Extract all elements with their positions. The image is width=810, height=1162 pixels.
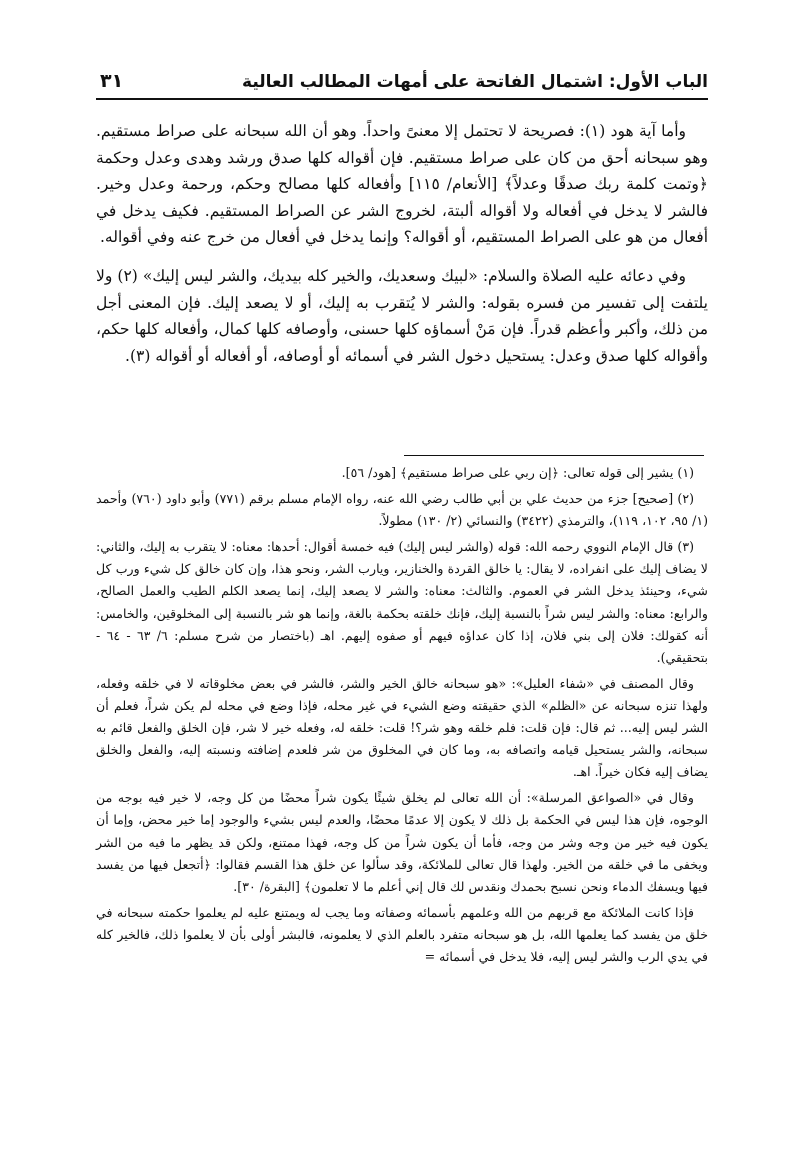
header-rule [96,98,708,100]
footnotes [96,462,708,972]
chapter-title: الباب الأول: اشتمال الفاتحة على أمهات المطالب العالية [242,72,708,92]
footnote: (١) يشير إلى قوله تعالى: ﴿إن ربي على صراط مستقيم﴾ [هود/ ٥٦]. [341,465,694,480]
footnote-continuation: وقال في «الصواعق المرسلة»: أن الله تعالى لم يخلق شيئًا يكون شراً محضًا من كل وجه، لا خير فيه بوجه من الوجوه، فإن هذا ليس في الحكمة بل ذلك لا يكون إلا عدمًا محضًا، والعدم ليس بشيء والوجود إما خير محض، وإما أن يكون فيه خير من وجه وشر من وجه، فأما أن يكون شراً من كل وجه، فهذا ممتنع، ولكن قد يظهر ما فيه من الشر ويخفى ما في خلقه من الخير. ولهذا قال تعالى للملائكة، وقد سألوا عن خلق هذا القسم فقالوا: ﴿أتجعل فيها من يفسد فيها ويسفك الدماء ونحن نسبح بحمدك ونقدس لك قال إني أعلم ما لا تعلمون﴾ [البقرة/ ٣٠]. [96,790,708,894]
footnote-continuation: فإذا كانت الملائكة مع قربهم من الله وعلمهم بأسمائه وصفاته وما يجب له ويمتنع عليه لم يعلموا حكمته سبحانه في خلق من يفسد كما يعلمها الله، بل هو سبحانه متفرد بالعلم الذي لا يعلمونه، فالبشر أولى بأن لا يعلموا ذلك، فالخير كله في يدي الرب والشر ليس إليه، فلا يدخل في أسمائه = [96,904,708,964]
main-text [96,118,708,381]
page-number: ٣١ [100,70,124,92]
paragraph: وفي دعائه عليه الصلاة والسلام: «لبيك وسعديك، والخير كله بيديك، والشر ليس إليك» (٢) ولا يلتفت إلى تفسير من فسره بقوله: والشر لا يُتقرب به إليك، أو لا يصعد إليك. فإن المعنى أجل من ذلك، وأكبر وأعظم قدراً. فإن مَنْ أسماؤه كلها حسنى، وأوصافه كلها كمال، وأفعاله كلها حكم، وأقواله كلها صدق وعدل: يستحيل دخول الشر في أسمائه أو أوصافه، أو أفعاله أو أقواله (٣). [96,266,708,365]
footnote: (٣) قال الإمام النووي رحمه الله: قوله (والشر ليس إليك) فيه خمسة أقوال: أحدها: معناه: لا يتقرب به إليك، والثاني: لا يضاف إليك على انفراده، لا يقال: يا خالق القردة والخنازير، ويارب الشر، ونحو هذا، وإن كان خالق كل شيء ورب كل شيء، وحينئذ يدخل الشر في العموم. والثالث: معناه: والشر لا يصعد إليك، إنما يصعد الكلم الطيب والعمل الصالح، والرابع: معناه: والشر ليس شراً بالنسبة إليك، فإنك خلقته بحكمة بالغة، وإنما هو شر بالنسبة إلى المخلوقين، والخامس: أنه كقولك: فلان إلى بني فلان، إذا كان عداؤه فيهم أو صفوه إليهم. اهـ (باختصار من شرح مسلم: ٦/ ٦٣ - ٦٤ - بتحقيقي). [96,539,709,665]
paragraph: وأما آية هود (١): فصريحة لا تحتمل إلا معنىً واحداً. وهو أن الله سبحانه على صراط مستقيم. وهو سبحانه أحق من كان على صراط مستقيم. فإن أقواله كلها صدق ورشد وهدى وعدل وحكمة ﴿وتمت كلمة ربك صدقًا وعدلاً﴾ [الأنعام/ ١١٥] وأفعاله كلها مصالح وحكم، ورحمة وعدل وخير. فالشر لا يدخل في أفعاله ولا أقواله ألبتة، لخروج الشر عن الصراط المستقيم. فكيف يدخل في أفعال من هو على الصراط المستقيم، أو أقواله؟ وإنما يدخل في أفعال من خرج عنه وفي أقواله. [96,122,708,247]
page-header [96,62,708,100]
footnote: (٢) [صحيح] جزء من حديث علي بن أبي طالب رضي الله عنه، رواه الإمام مسلم برقم (٧٧١) وأبو داود (٧٦٠) وأحمد (١/ ٩٥، ١٠٢، ١١٩)، والترمذي (٣٤٢٢) والنسائي (٢/ ١٣٠) مطولاً. [96,491,708,529]
footnote-continuation: وقال المصنف في «شفاء العليل»: «هو سبحانه خالق الخير والشر، فالشر في بعض مخلوقاته لا في خلقه وفعله، ولهذا تنزه سبحانه عن «الظلم» الذي حقيقته وضع الشيء في غير محله، فإذا وضع في محله لم يكن شراً، فعلم أن الشر ليس إليه... ثم قال: فإن قلت: فلم خلقه وهو شر؟! قلت: خلقه له، وفعله خير لا شر، فإن الخلق والفعل قائم به سبحانه، والشر يستحيل قيامه واتصافه به، وما كان في المخلوق من شر فلعدم إضافته ونسبته إليه، والفعل والخلق يضاف إليه فكان خيراً. اهـ. [96,675,708,780]
footnote-separator [404,455,704,456]
